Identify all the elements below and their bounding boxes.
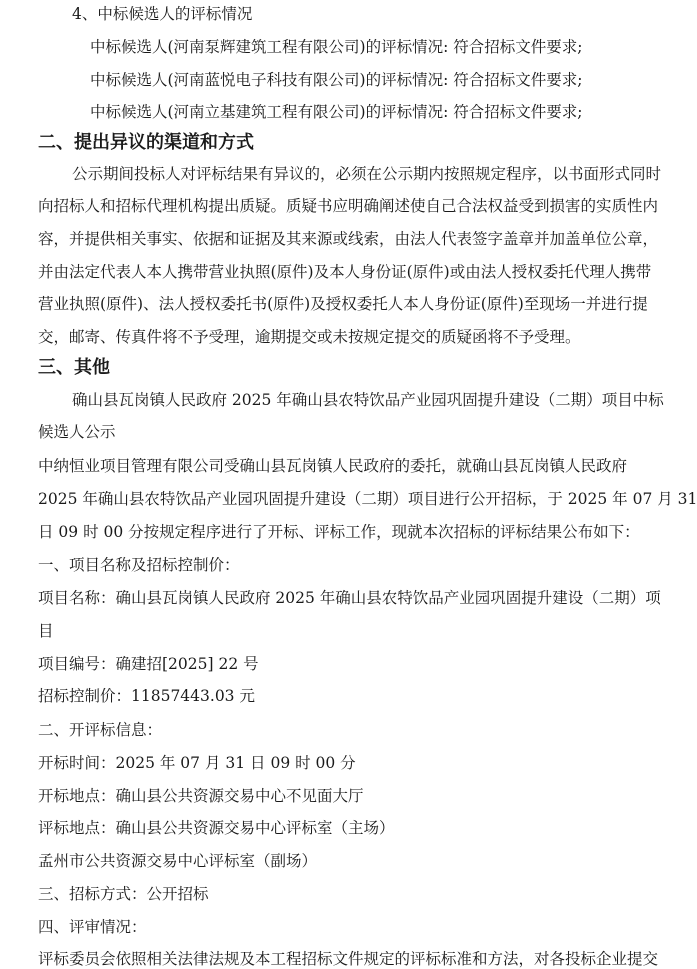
project-name-line-1: 项目名称：确山县瓦岗镇人民政府 2025 年确山县农特饮品产业园巩固提升建设（二期）项 [38, 589, 661, 607]
intro-line-2: 2025 年确山县农特饮品产业园巩固提升建设（二期）项目进行公开招标，于 2025 年 07 月 31 [38, 490, 697, 508]
objection-line-4: 并由法定代表人本人携带营业执照(原件)及本人身份证(原件)或由法人授权委托代理人携带 [38, 263, 652, 281]
sec4-heading: 四、评审情况： [38, 918, 147, 936]
candidate-item-2: 中标候选人(河南蓝悦电子科技有限公司)的评标情况: 符合招标文件要求; [90, 71, 583, 89]
sec1-heading: 一、项目名称及招标控制价： [38, 556, 240, 574]
objection-heading: 二、提出异议的渠道和方式 [38, 132, 254, 153]
project-name-line-2: 目 [38, 622, 54, 640]
objection-line-2: 向招标人和招标代理机构提出质疑。质疑书应明确阐述使自己合法权益受到损害的实质性内 [38, 197, 659, 215]
objection-line-3: 容，并提供相关事实、依据和证据及其来源或线索，由法人代表签字盖章并加盖单位公章， [38, 230, 659, 248]
announcement-title-line-1: 确山县瓦岗镇人民政府 2025 年确山县农特饮品产业园巩固提升建设（二期）项目中标 [72, 391, 664, 409]
eval-place: 评标地点：确山县公共资源交易中心评标室（主场） [38, 819, 395, 837]
candidates-heading: 4、中标候选人的评标情况 [72, 5, 253, 23]
objection-line-1: 公示期间投标人对评标结果有异议的，必须在公示期内按照规定程序，以书面形式同时 [72, 165, 662, 183]
sec2-heading: 二、开评标信息： [38, 721, 163, 739]
other-heading: 三、其他 [38, 357, 110, 378]
open-place: 开标地点：确山县公共资源交易中心不见面大厅 [38, 787, 364, 805]
eval-place-secondary: 孟州市公共资源交易中心评标室（副场） [38, 852, 318, 870]
sec3-method: 三、招标方式：公开招标 [38, 885, 209, 903]
sec4-line: 评标委员会依照相关法律法规及本工程招标文件规定的评标标准和方法，对各投标企业提交 [38, 950, 659, 968]
candidate-item-3: 中标候选人(河南立基建筑工程有限公司)的评标情况: 符合招标文件要求; [90, 103, 583, 121]
intro-line-3: 日 09 时 00 分按规定程序进行了开标、评标工作，现就本次招标的评标结果公布如下： [38, 523, 640, 541]
objection-line-6: 交，邮寄、传真件将不予受理，逾期提交或未按规定提交的质疑函将不予受理。 [38, 328, 581, 346]
control-price: 招标控制价：11857443.03 元 [38, 687, 255, 705]
intro-line-1: 中纳恒业项目管理有限公司受确山县瓦岗镇人民政府的委托，就确山县瓦岗镇人民政府 [38, 457, 628, 475]
announcement-title-line-2: 候选人公示 [38, 423, 116, 441]
project-number: 项目编号：确建招[2025] 22 号 [38, 655, 259, 673]
open-time: 开标时间：2025 年 07 月 31 日 09 时 00 分 [38, 754, 356, 772]
objection-line-5: 营业执照(原件)、法人授权委托书(原件)及授权委托人本人身份证(原件)至现场一并进行提 [38, 295, 648, 313]
candidate-item-1: 中标候选人(河南泵辉建筑工程有限公司)的评标情况: 符合招标文件要求; [90, 38, 583, 56]
